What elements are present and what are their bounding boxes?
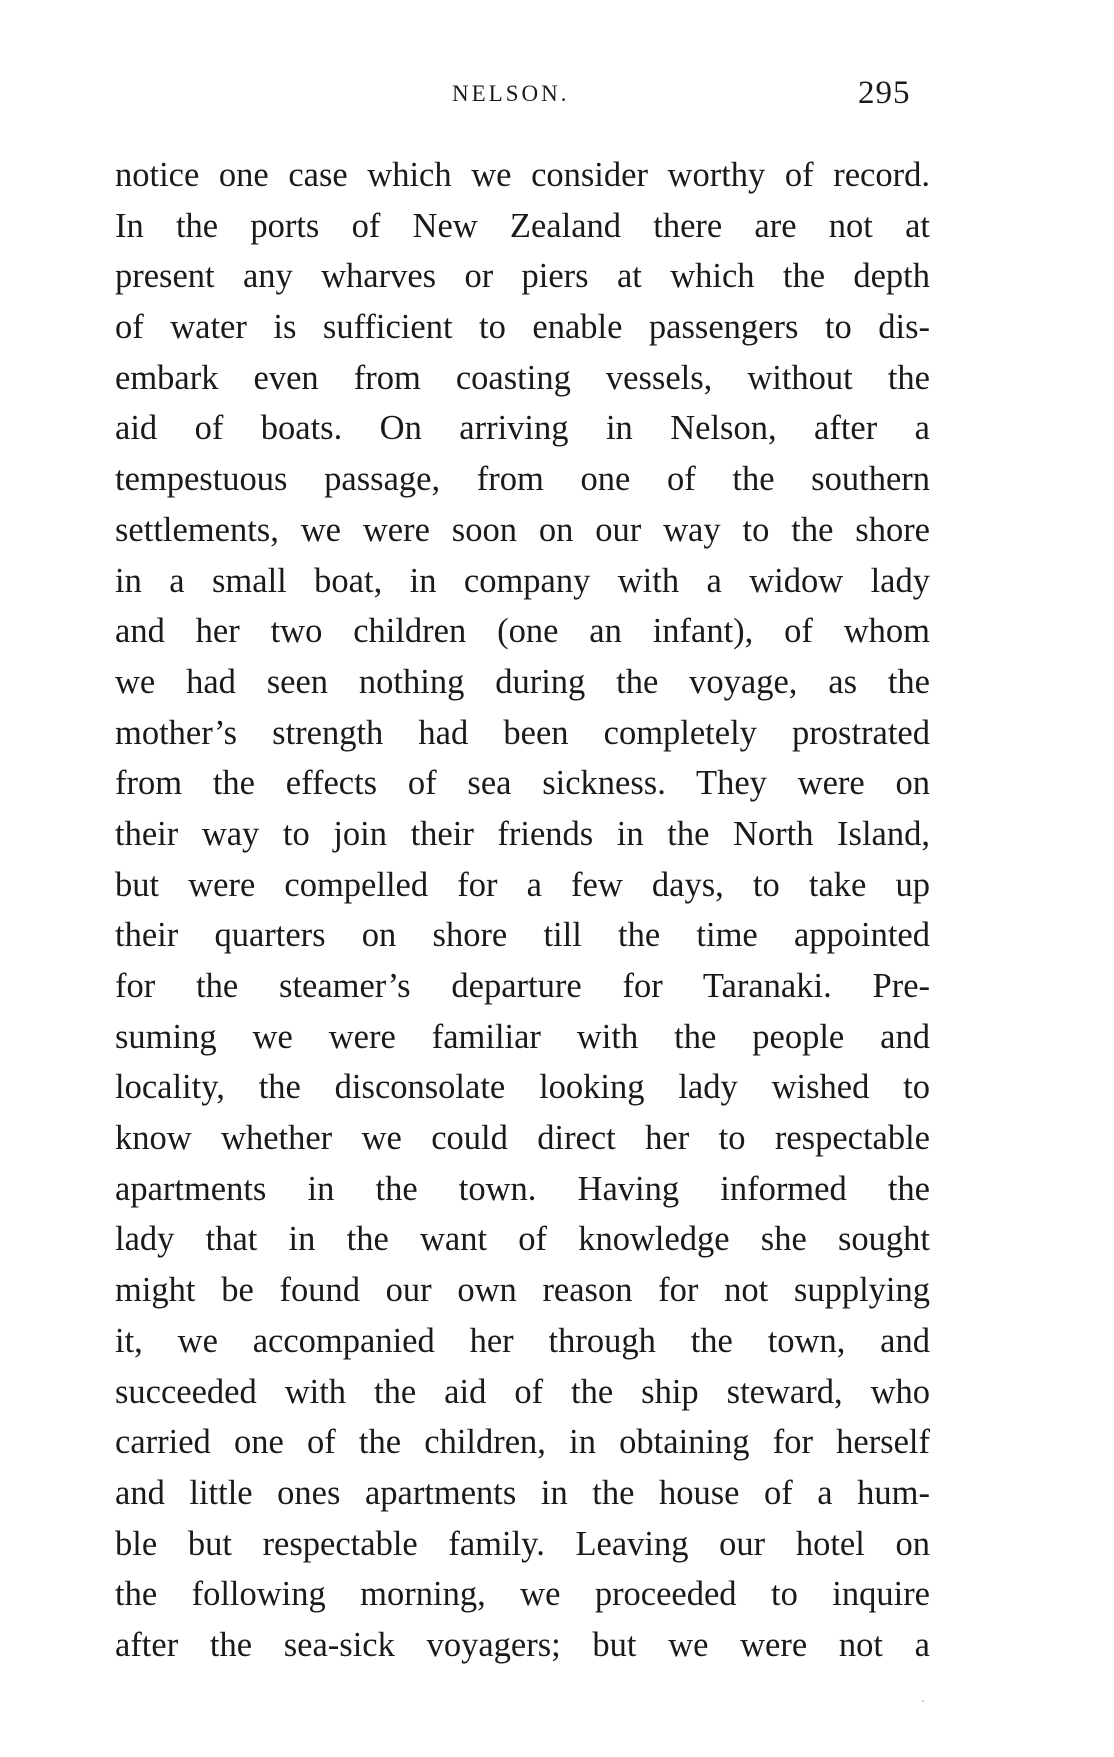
text-line-28: ble but respectable family. Leaving our hotel on: [115, 1524, 930, 1563]
text-line-8: settlements, we were soon on our way to the shore: [115, 510, 930, 549]
page-number: 295: [858, 75, 911, 111]
text-line-18: suming we were familiar with the people and: [115, 1017, 930, 1056]
text-line-12: mother’s strength had been completely prostrated: [115, 713, 930, 752]
text-line-2: In the ports of New Zealand there are not at: [115, 206, 930, 245]
text-line-25: succeeded with the aid of the ship steward, who: [115, 1372, 930, 1411]
text-line-5: embark even from coasting vessels, without the: [115, 358, 930, 397]
running-head-title: NELSON.: [452, 81, 570, 106]
text-line-11: we had seen nothing during the voyage, as the: [115, 662, 930, 701]
text-line-26: carried one of the children, in obtaining for herself: [115, 1423, 930, 1462]
text-line-3: present any wharves or piers at which the depth: [115, 257, 930, 296]
paper-speck: [922, 1700, 924, 1702]
text-line-7: tempestuous passage, from one of the southern: [115, 460, 930, 499]
text-line-10: and her two children (one an infant), of whom: [115, 612, 930, 651]
text-line-30: after the sea-sick voyagers; but we were not a: [115, 1625, 930, 1664]
text-line-6: aid of boats. On arriving in Nelson, after a: [115, 409, 930, 448]
text-line-1: notice one case which we consider worthy of record.: [115, 156, 930, 194]
text-line-20: know whether we could direct her to respectable: [115, 1119, 930, 1158]
text-line-9: in a small boat, in company with a widow lady: [115, 561, 930, 600]
body-text: [115, 150, 930, 1671]
text-line-16: their quarters on shore till the time appointed: [115, 916, 930, 955]
text-line-13: from the effects of sea sickness. They were on: [115, 764, 930, 803]
text-line-4: of water is sufficient to enable passengers to dis-: [115, 308, 930, 347]
text-line-29: the following morning, we proceeded to inquire: [115, 1575, 930, 1614]
text-line-23: might be found our own reason for not supplying: [115, 1271, 930, 1310]
text-line-27: and little ones apartments in the house of a hum-: [115, 1473, 930, 1512]
text-line-17: for the steamer’s departure for Taranaki. Pre-: [115, 967, 930, 1005]
text-line-14: their way to join their friends in the North Island,: [115, 814, 930, 853]
text-line-24: it, we accompanied her through the town, and: [115, 1321, 930, 1360]
running-head: [0, 75, 1114, 115]
text-line-21: apartments in the town. Having informed the: [115, 1169, 930, 1208]
text-line-15: but were compelled for a few days, to take up: [115, 865, 930, 904]
text-line-19: locality, the disconsolate looking lady wished to: [115, 1068, 930, 1107]
text-line-22: lady that in the want of knowledge she sought: [115, 1220, 930, 1259]
